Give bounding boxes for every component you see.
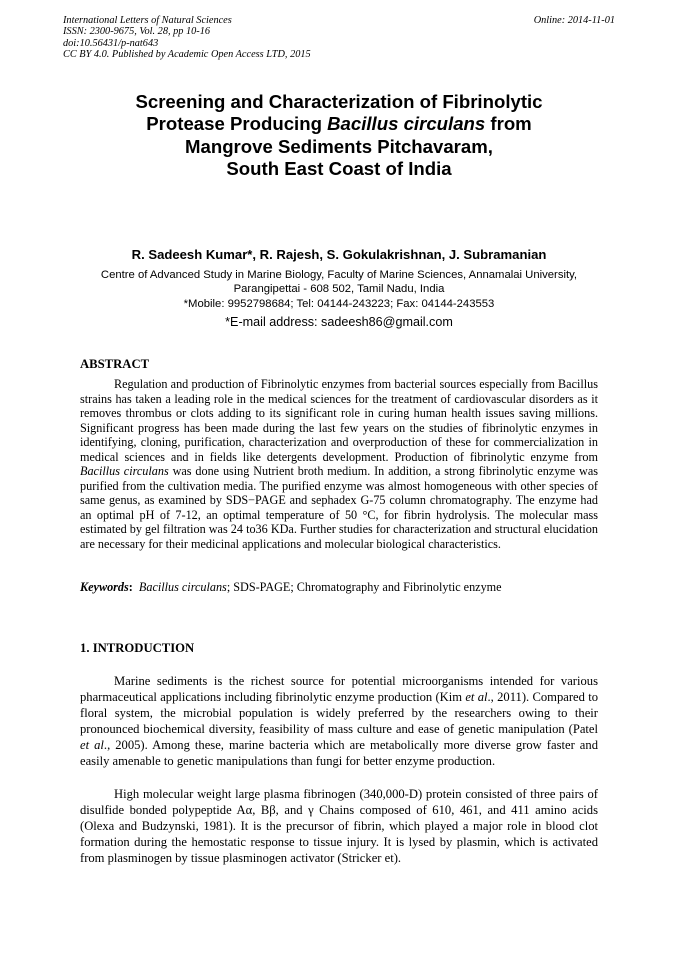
intro-paragraph xyxy=(80,673,598,770)
abstract-text-part: was done using Nutrient broth medium. In addition, a strong fibrinolytic enzyme was purified from the cultivation media. The purified enzyme was almost homogeneous with other species of same genus, as examined by SDS−PAGE and sephadex G-75 column chromatography. The enzyme had an optimal pH of 7-12, an optimal temperature of 50 °C, for fibrin hydrolysis. The molecular mass estimated by gel filtration was 24 to36 KDa. Further studies for characterization and structural elucidation are necessary for their medicinal applications and molecular biological characteristics. xyxy=(80,464,598,551)
title-species: Bacillus circulans xyxy=(327,113,486,135)
contact-line: *Mobile: 9952798684; Tel: 04144-243223; Fax: 04144-243553 xyxy=(183,297,495,310)
affiliation-line: Centre of Advanced Study in Marine Biology, Faculty of Marine Sciences, Annamalai University, xyxy=(100,269,578,281)
affiliation-line: Parangipettai - 608 502, Tamil Nadu, India xyxy=(233,283,445,296)
abstract-heading: ABSTRACT xyxy=(80,357,150,371)
paper-title xyxy=(60,91,618,180)
abstract-text xyxy=(80,377,598,551)
online-date: Online: 2014-11-01 xyxy=(533,15,615,26)
keyword-species: Bacillus circulans xyxy=(138,580,227,594)
keywords-label: Keywords xyxy=(80,580,129,594)
keywords xyxy=(80,580,598,595)
citation-etal: et al xyxy=(465,690,488,705)
text-part: ., 2011). Compared to floral system, the microbial population is widely preferred by the researchers owing to their pronounced biochemical diversity, feasibility of mass culture and ease of genetic manipulation (Patel xyxy=(80,690,598,737)
title-line: Mangrove Sediments Pitchavaram, xyxy=(185,135,493,157)
journal-doi: doi:10.56431/p-nat643 xyxy=(63,37,159,49)
journal-name: International Letters of Natural Sciences xyxy=(63,15,232,26)
email-address: *E-mail address: sadeesh86@gmail.com xyxy=(225,315,453,329)
citation-etal: et al xyxy=(80,738,104,753)
title-line xyxy=(60,113,618,135)
abstract-text-part: Regulation and production of Fibrinolytic enzymes from bacterial sources especially from Bacillus strains has taken a leading role in the medical sciences for the treatment of cardiovascular disorders as it removes thrombus or clots adding to its significant role in curing human health issues saving millions. Significant progress has been made during the last few years on the studies of fibrinolytic enzymes in identifying, cloning, purification, characterization and overproduction of these for commercialization in medical sciences and in fields like detergents development. Production of fibrinolytic enzyme from xyxy=(80,377,598,464)
keyword-list: ; SDS-PAGE; Chromatography and Fibrinolytic enzyme xyxy=(226,580,502,594)
journal-license: CC BY 4.0. Published by Academic Open Access LTD, 2015 xyxy=(63,49,311,61)
affiliation xyxy=(60,268,618,311)
section-heading-introduction: 1. INTRODUCTION xyxy=(80,641,195,655)
journal-header xyxy=(63,15,615,61)
journal-issn: ISSN: 2300-9675, Vol. 28, pp 10-16 xyxy=(63,26,211,38)
text-part: Marine sediments is the richest source for potential microorganisms intended for various pharmaceutical applications including fibrinolytic enzyme production (Kim xyxy=(80,674,598,705)
title-text: Protease Producing xyxy=(146,113,328,135)
abstract-species: Bacillus circulans xyxy=(80,464,169,478)
keywords-colon: : xyxy=(128,580,133,594)
intro-paragraph: High molecular weight large plasma fibrinogen (340,000-D) protein consisted of three pairs of disulfide bonded polypeptide Aα, Bβ, and γ Chains composed of 610, 461, and 411 amino acids (Olexa and Budzynski, 1981). It is the precursor of fibrin, which played a major role in blood clot formation during the hemostatic response to tissue injury. It is lysed by plasmin, which is activated from plasminogen by tissue plasminogen activator (Stricker et). xyxy=(80,787,598,866)
title-line: Screening and Characterization of Fibrinolytic xyxy=(135,91,543,112)
title-text: from xyxy=(485,113,532,135)
text-part: ., 2005). Among these, marine bacteria which are metabolically more diverse grow faster and easily amenable to genetic manipulations than fungi for better enzyme production. xyxy=(80,738,598,769)
title-line: South East Coast of India xyxy=(226,157,452,179)
author-list: R. Sadeesh Kumar*, R. Rajesh, S. Gokulakrishnan, J. Subramanian xyxy=(131,247,547,262)
